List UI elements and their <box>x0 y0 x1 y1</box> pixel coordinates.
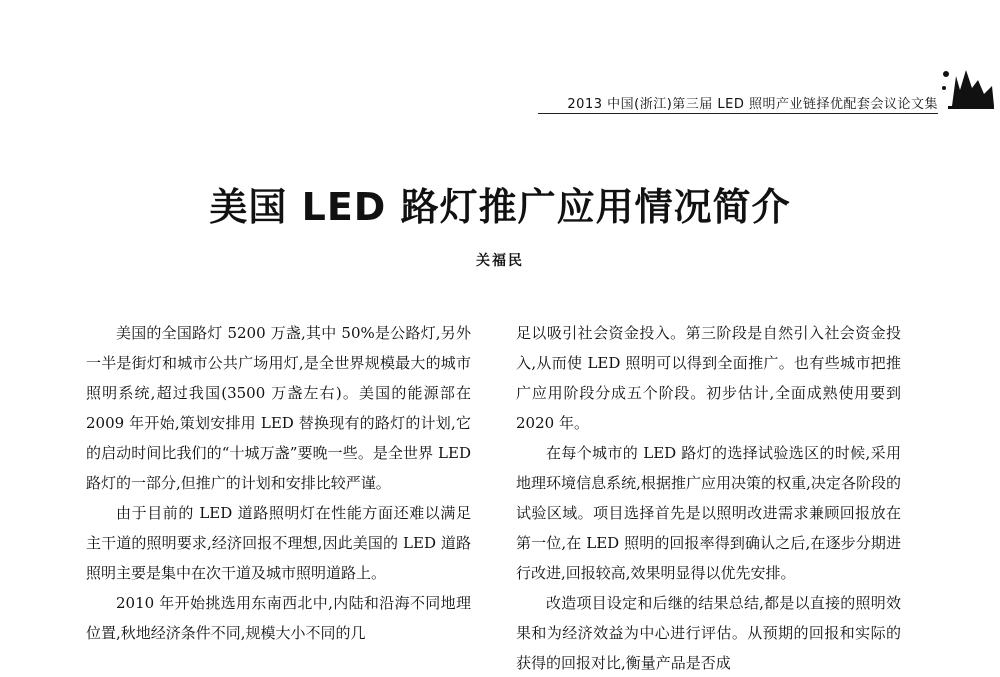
paragraph: 改造项目设定和后继的结果总结,都是以直接的照明效果和为经济效益为中心进行评估。从预期的回报和实际的获得的回报对比,衡量产品是否成 <box>516 594 901 672</box>
left-column <box>86 318 471 677</box>
paragraph: 美国的全国路灯 5200 万盏,其中 50%是公路灯,另外一半是街灯和城市公共广场用灯,是全世界规模最大的城市照明系统,超过我国(3500 万盏左右)。美国的能源部在 2009 年开始,策划安排用 LED 替换现有的路灯的计划,它的启动时间比我们的“十城万盏”要晚一些。是全世界 LED 路灯的一部分,但推广的计划和安排比较严谨。 <box>86 324 471 492</box>
paragraph-continued: 足以吸引社会资金投入。第三阶段是自然引入社会资金投入,从而使 LED 照明可以得到全面推广。也有些城市把推广应用阶段分成五个阶段。初步估计,全面成熟使用要到 2020 年。 <box>516 324 901 432</box>
publisher-logo-icon <box>938 66 996 110</box>
header-rule <box>538 113 938 114</box>
paragraph: 2010 年开始挑选用东南西北中,内陆和沿海不同地理位置,秋地经济条件不同,规模大小不同的几 <box>86 594 471 642</box>
article-title: 美国 LED 路灯推广应用情况简介 <box>209 185 791 229</box>
paragraph: 在每个城市的 LED 路灯的选择试验选区的时候,采用地理环境信息系统,根据推广应用决策的权重,决定各阶段的试验区域。项目选择首先是以照明改进需求兼顾回报放在第一位,在 LED 照明的回报率得到确认之后,在逐步分期进行改进,回报较高,效果明显得以优先安排。 <box>516 444 901 582</box>
paragraph: 由于目前的 LED 道路照明灯在性能方面还难以满足主干道的照明要求,经济回报不理想,因此美国的 LED 道路照明主要是集中在次干道及城市照明道路上。 <box>86 504 471 582</box>
right-column <box>516 318 901 677</box>
running-header: 2013 中国(浙江)第三届 LED 照明产业链择优配套会议论文集 <box>567 97 938 112</box>
article-author: 关福民 <box>476 253 524 269</box>
